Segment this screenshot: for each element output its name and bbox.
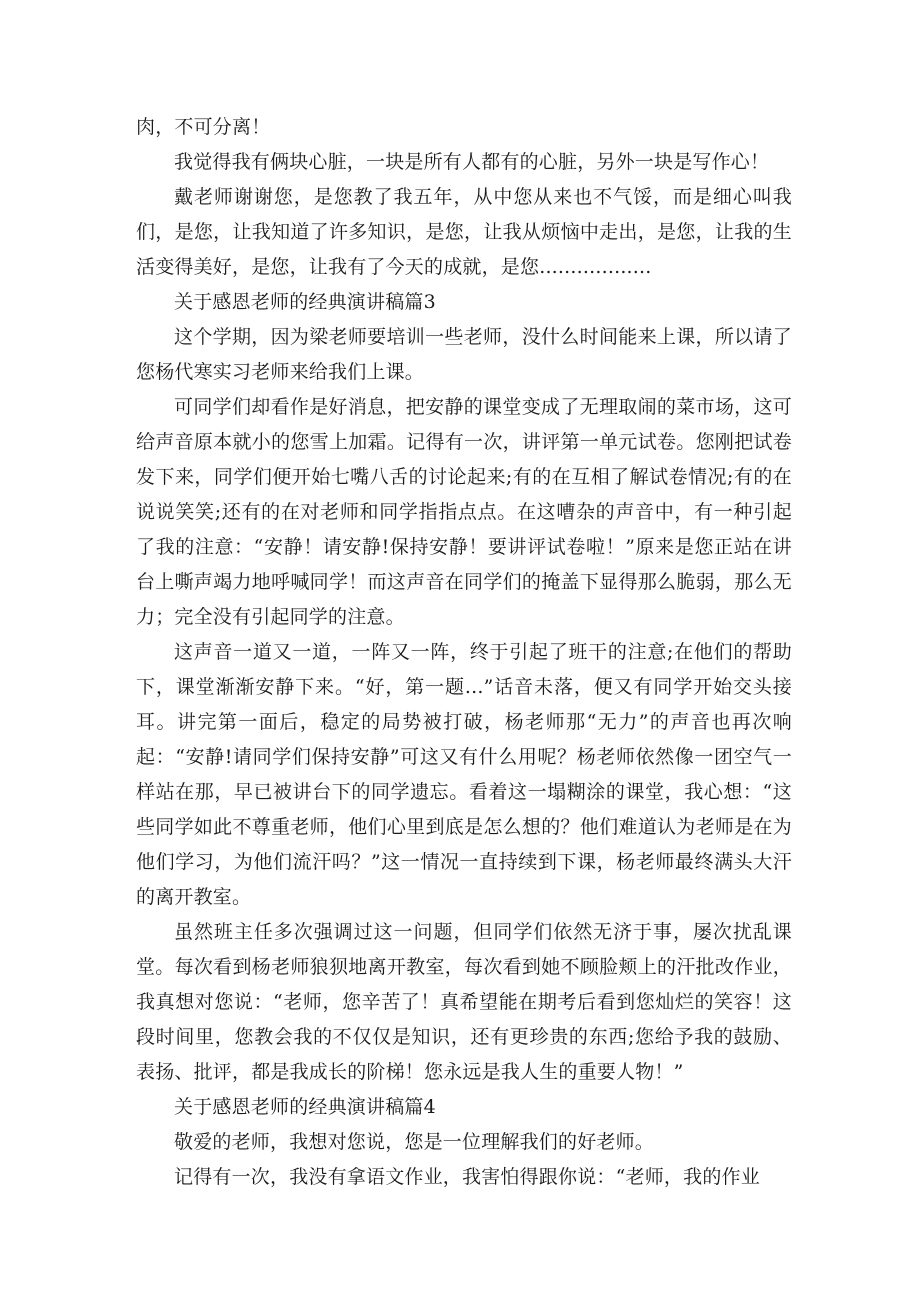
paragraph: 这声音一道又一道，一阵又一阵，终于引起了班干的注意;在他们的帮助下，课堂渐渐安静下来。“好，第一题...”话音未落，便又有同学开始交头接耳。讲完第一面后，稳定的局势被打破，杨老师那“无力”的声音也再次响起：“安静!请同学们保持安静”可这又有什么用呢？杨老师依然像一团空气一样站在那，早已被讲台下的同学遗忘。看着这一塌糊涂的课堂，我心想：“这些同学如此不尊重老师，他们心里到底是怎么想的？他们难道认为老师是在为他们学习，为他们流汗吗？”这一情况一直持续到下课，杨老师最终满头大汗的离开教室。 [136,641,792,908]
paragraph: 我觉得我有俩块心脏，一块是所有人都有的心脏，另外一块是写作心！ [174,151,770,173]
paragraph-continuation: 肉，不可分离！ [136,116,271,138]
paragraph: 记得有一次，我没有拿语文作业，我害怕得跟你说：“老师，我的作业 [174,1166,760,1188]
paragraph: 敬爱的老师，我想对您说，您是一位理解我们的好老师。 [174,1131,655,1153]
section-heading: 关于感恩老师的经典演讲稿篇4 [174,1096,436,1118]
document-body [136,110,792,1195]
paragraph: 虽然班主任多次强调过这一问题，但同学们依然无济于事，屡次扰乱课堂。每次看到杨老师狼狈地离开教室，每次看到她不顾脸颊上的汗批改作业，我真想对您说：“老师，您辛苦了！真希望能在期考后看到您灿烂的笑容！这段时间里，您教会我的不仅仅是知识，还有更珍贵的东西;您给予我的鼓励、表扬、批评，都是我成长的阶梯！您永远是我人生的重要人物！” [136,921,792,1083]
section-heading: 关于感恩老师的经典演讲稿篇3 [174,291,436,313]
paragraph: 这个学期，因为梁老师要培训一些老师，没什么时间能来上课，所以请了您杨代寒实习老师来给我们上课。 [136,326,792,383]
paragraph: 可同学们却看作是好消息，把安静的课堂变成了无理取闹的菜市场，这可给声音原本就小的您雪上加霜。记得有一次，讲评第一单元试卷。您刚把试卷发下来，同学们便开始七嘴八舌的讨论起来;有的在互相了解试卷情况;有的在说说笑笑;还有的在对老师和同学指指点点。在这嘈杂的声音中，有一种引起了我的注意：“安静！请安静!保持安静！要讲评试卷啦！”原来是您正站在讲台上嘶声竭力地呼喊同学！而这声音在同学们的掩盖下显得那么脆弱，那么无力；完全没有引起同学的注意。 [136,396,792,628]
paragraph: 戴老师谢谢您，是您教了我五年，从中您从来也不气馁，而是细心叫我们，是您，让我知道了许多知识，是您，让我从烦恼中走出，是您，让我的生活变得美好，是您，让我有了今天的成就，是您.................. [136,186,792,278]
